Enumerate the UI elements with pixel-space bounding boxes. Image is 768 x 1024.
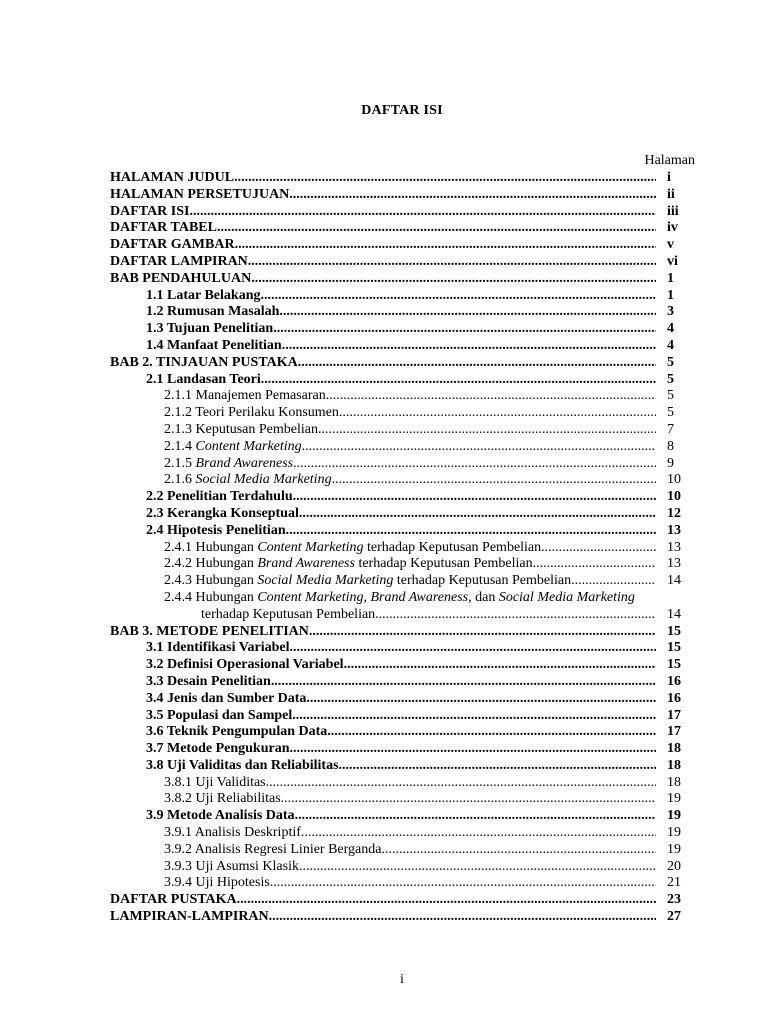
- toc-page-number: 19: [667, 841, 681, 857]
- toc-label-text: 3.3 Desain Penelitian: [146, 673, 271, 689]
- toc-page-number: 1: [667, 270, 674, 286]
- toc-page-number: 16: [667, 673, 681, 689]
- toc-entry-label: [110, 355, 656, 372]
- toc-page-number: 18: [667, 741, 681, 757]
- toc-entry-label: [110, 489, 656, 506]
- toc-label-text: terhadap Keputusan Pembelian: [393, 573, 572, 589]
- toc-entry: [110, 573, 695, 590]
- toc-label-text: 3.1 Identifikasi Variabel: [146, 640, 290, 656]
- toc-label-text: 2.4.3 Hubungan: [164, 573, 258, 589]
- toc-entry-label: [110, 405, 656, 422]
- toc-page-number: 27: [667, 909, 681, 925]
- toc-entry-label: [110, 624, 656, 641]
- toc-entry-label: [110, 372, 656, 389]
- toc-entry-label: [110, 506, 656, 523]
- toc-label-text: 3.8 Uji Validitas dan Reliabilitas: [146, 757, 339, 773]
- toc-page-number: 19: [667, 825, 681, 841]
- toc-entry-label: [110, 254, 656, 271]
- toc-entry: [110, 657, 695, 674]
- toc-entry-label: [110, 825, 656, 842]
- toc-entry-label: [110, 758, 656, 775]
- toc-entry: [110, 506, 695, 523]
- toc-entry: [110, 791, 695, 808]
- toc-page-number: 15: [667, 657, 681, 673]
- toc-entry: [110, 640, 695, 657]
- toc-entry: [110, 540, 695, 557]
- toc-entry-label: [110, 691, 656, 708]
- toc-entry: [110, 355, 695, 372]
- toc-entry: [110, 304, 695, 321]
- toc-page-number: 4: [667, 321, 674, 337]
- toc-label-text: 3.9.2 Analisis Regresi Linier Berganda: [164, 841, 382, 857]
- toc-entry: [110, 590, 695, 624]
- toc-entry: [110, 220, 695, 237]
- toc-label-text: 3.9.1 Analisis Deskriptif: [164, 825, 301, 841]
- toc-entry: [110, 909, 695, 926]
- toc-page-number: 18: [667, 757, 681, 773]
- toc-entry: [110, 523, 695, 540]
- toc-entry: [110, 422, 695, 439]
- toc-label-text: 3.9.4 Uji Hipotesis: [164, 875, 270, 891]
- toc-entry-label-continued: [201, 607, 656, 624]
- toc-label-text: 1.1 Latar Belakang: [146, 287, 261, 303]
- toc-entry: [110, 775, 695, 792]
- toc-label-text: 2.1.3 Keputusan Pembelian: [164, 421, 318, 437]
- toc-entry: [110, 456, 695, 473]
- toc-page-number: iv: [667, 220, 678, 236]
- toc-page-number: 12: [667, 505, 681, 521]
- toc-entry-label: [110, 472, 656, 489]
- toc-entry-label: [110, 808, 656, 825]
- toc-label-italic: Content Marketing: [195, 438, 302, 454]
- toc-entry-label: [110, 422, 656, 439]
- toc-entry: [110, 808, 695, 825]
- toc-entry-label: [110, 523, 656, 540]
- toc-label-text: 2.4.4 Hubungan: [164, 589, 258, 605]
- toc-entry-label: [110, 892, 656, 909]
- toc-page-number: 10: [667, 472, 681, 488]
- toc-page-number: v: [667, 237, 674, 253]
- toc-label-text: DAFTAR TABEL: [110, 220, 217, 236]
- toc-page-number: 13: [667, 539, 681, 555]
- toc-label-italic: Brand Awareness: [370, 589, 469, 605]
- toc-entry: [110, 204, 695, 221]
- toc-entry: [110, 708, 695, 725]
- toc-page-number: i: [667, 170, 671, 185]
- toc-label-text: 2.1 Landasan Teori: [146, 371, 261, 387]
- toc-entry: [110, 321, 695, 338]
- toc-entry-label: [110, 288, 656, 305]
- toc-entry-label: [110, 204, 656, 221]
- toc-page-number: 15: [667, 640, 681, 656]
- toc-label-text: BAB PENDAHULUAN: [110, 270, 252, 286]
- toc-label-text: terhadap Keputusan Pembelian: [201, 606, 376, 622]
- toc-entry-label: [110, 708, 656, 725]
- toc-entry: [110, 405, 695, 422]
- halaman-column-label: Halaman: [644, 153, 695, 168]
- toc-entry-label: [164, 590, 635, 607]
- toc-page-number: 14: [667, 573, 681, 589]
- toc-entry-label: [110, 220, 656, 237]
- toc-label-italic: Social Media Marketing: [498, 589, 635, 605]
- toc-label-text: 2.4.2 Hubungan: [164, 556, 258, 572]
- toc-entry: [110, 758, 695, 775]
- toc-entry: [110, 237, 695, 254]
- toc-entry-label: [110, 640, 656, 657]
- toc-label-text: 3.9.3 Uji Asumsi Klasik: [164, 858, 299, 874]
- toc-label-text: terhadap Keputusan Pembelian: [354, 556, 533, 572]
- toc-label-text: terhadap Keputusan Pembelian: [363, 539, 542, 555]
- toc-entry-label: [110, 859, 656, 876]
- toc-entry-label: [110, 657, 656, 674]
- toc-entry-label: [110, 170, 656, 187]
- toc-label-text: , dan: [468, 589, 499, 605]
- page-number-footer: i: [400, 972, 404, 987]
- toc-label-text: HALAMAN PERSETUJUAN: [110, 186, 290, 202]
- toc-label-text: 2.4 Hipotesis Penelitian: [146, 522, 286, 538]
- toc-entry: [110, 825, 695, 842]
- toc-entry: [110, 859, 695, 876]
- toc-entry: [110, 254, 695, 271]
- toc-label-text: 3.8.2 Uji Reliabilitas: [164, 791, 281, 807]
- toc-entry: [110, 892, 695, 909]
- toc-label-text: 3.4 Jenis dan Sumber Data: [146, 690, 307, 706]
- toc-entry-label: [110, 741, 656, 758]
- toc-label-text: 3.6 Teknik Pengumpulan Data: [146, 724, 328, 740]
- toc-label-text: LAMPIRAN-LAMPIRAN: [110, 909, 269, 925]
- toc-entry-label: [110, 842, 656, 859]
- toc-label-text: ,: [363, 589, 371, 605]
- toc-page-number: 9: [667, 455, 674, 471]
- toc-entry-label: [110, 791, 656, 808]
- toc-page-number: 10: [667, 489, 681, 505]
- toc-label-text: 1.2 Rumusan Masalah: [146, 304, 280, 320]
- toc-label-italic: Brand Awareness: [257, 556, 355, 572]
- toc-entry: [110, 674, 695, 691]
- toc-entry: [110, 472, 695, 489]
- toc-page-number: 8: [667, 438, 674, 454]
- toc-entry-label: [110, 187, 656, 204]
- toc-label-text: 3.2 Definisi Operasional Variabel: [146, 657, 344, 673]
- toc-entry: [110, 556, 695, 573]
- toc-page-number: 14: [667, 606, 681, 622]
- toc-label-text: DAFTAR ISI: [110, 203, 190, 219]
- toc-label-text: 2.1.5: [164, 455, 196, 471]
- toc-entry: [110, 842, 695, 859]
- toc-label-text: DAFTAR LAMPIRAN: [110, 253, 248, 269]
- toc-label-text: 2.4.1 Hubungan: [164, 539, 258, 555]
- toc-label-text: 2.1.6: [164, 472, 196, 488]
- toc-entry: [110, 187, 695, 204]
- toc-label-text: 3.7 Metode Pengukuran: [146, 741, 290, 757]
- toc-entry: [110, 624, 695, 641]
- toc-page-number: vi: [667, 253, 678, 269]
- toc-page-number: 21: [667, 875, 681, 891]
- toc-entry-label: [110, 573, 656, 590]
- toc-page-number: 20: [667, 858, 681, 874]
- toc-entry-label: [110, 388, 656, 405]
- page-title: DAFTAR ISI: [361, 103, 443, 118]
- toc-page-number: 5: [667, 405, 674, 421]
- toc-entry-label: [110, 724, 656, 741]
- toc-entry-label: [110, 271, 656, 288]
- toc-label-text: 2.3 Kerangka Konseptual: [146, 505, 299, 521]
- toc-entry-label: [110, 875, 656, 892]
- toc-label-text: 2.1.4: [164, 438, 196, 454]
- toc-entry-label: [110, 237, 656, 254]
- toc-entry-label: [110, 439, 656, 456]
- toc-page-number: 5: [667, 388, 674, 404]
- toc-page-number: 7: [667, 421, 674, 437]
- toc-label-italic: Content Marketing: [257, 539, 364, 555]
- toc-page-number: 4: [667, 337, 674, 353]
- toc-label-text: 3.9 Metode Analisis Data: [146, 808, 295, 824]
- toc-page-number: ii: [667, 186, 675, 202]
- toc-entry-label: [110, 321, 656, 338]
- toc-page-number: 16: [667, 690, 681, 706]
- toc-page-number: iii: [667, 203, 679, 219]
- toc-entry-label: [110, 540, 656, 557]
- toc-label-text: 3.5 Populasi dan Sampel: [146, 707, 293, 723]
- toc-page-number: 15: [667, 623, 681, 639]
- toc-label-text: BAB 2. TINJAUAN PUSTAKA: [110, 354, 298, 370]
- toc-entry: [110, 388, 695, 405]
- toc-label-text: 1.4 Manfaat Penelitian: [146, 337, 282, 353]
- toc-page-number: 17: [667, 724, 681, 740]
- toc-label-italic: Brand Awareness: [195, 455, 294, 471]
- toc-label-text: 2.2 Penelitian Terdahulu: [146, 489, 293, 505]
- toc-label-italic: Content Marketing: [257, 589, 364, 605]
- toc-entry-label: [110, 456, 656, 473]
- toc-entry: [110, 691, 695, 708]
- toc-entry-label: [110, 775, 656, 792]
- toc-label-italic: Social Media Marketing: [195, 472, 332, 488]
- toc-page-number: 5: [667, 371, 674, 387]
- toc-entry: [110, 338, 695, 355]
- toc-page-number: 18: [667, 774, 681, 790]
- toc-label-text: 1.3 Tujuan Penelitian: [146, 321, 274, 337]
- toc-label-text: DAFTAR PUSTAKA: [110, 892, 237, 908]
- toc-entry: [110, 288, 695, 305]
- toc-page-number: 3: [667, 304, 674, 320]
- toc-entry-label: [110, 909, 656, 926]
- toc-entry-label: [110, 674, 656, 691]
- toc-page-number: 13: [667, 556, 681, 572]
- toc-page-number: 17: [667, 707, 681, 723]
- toc-page-number: 19: [667, 808, 681, 824]
- toc-label-text: DAFTAR GAMBAR: [110, 237, 235, 253]
- toc-entry-label: [110, 338, 656, 355]
- table-of-contents: [110, 170, 695, 926]
- toc-entry: [110, 170, 695, 187]
- toc-label-text: 2.1.1 Manajemen Pemasaran: [164, 388, 326, 404]
- toc-entry: [110, 724, 695, 741]
- toc-label-italic: Social Media Marketing: [257, 573, 394, 589]
- toc-label-text: 3.8.1 Uji Validitas: [164, 774, 266, 790]
- toc-entry: [110, 741, 695, 758]
- toc-label-text: BAB 3. METODE PENELITIAN: [110, 623, 309, 639]
- toc-entry: [110, 372, 695, 389]
- toc-label-text: HALAMAN JUDUL: [110, 170, 235, 185]
- toc-page-number: 23: [667, 892, 681, 908]
- toc-entry: [110, 489, 695, 506]
- toc-entry-label: [110, 556, 656, 573]
- toc-entry: [110, 271, 695, 288]
- toc-label-text: 2.1.2 Teori Perilaku Konsumen: [164, 405, 339, 421]
- toc-entry-label: [110, 304, 656, 321]
- toc-page-number: 19: [667, 791, 681, 807]
- toc-page-number: 1: [667, 287, 674, 303]
- toc-page-number: 13: [667, 522, 681, 538]
- toc-page-number: 5: [667, 354, 674, 370]
- toc-entry: [110, 439, 695, 456]
- toc-entry: [110, 875, 695, 892]
